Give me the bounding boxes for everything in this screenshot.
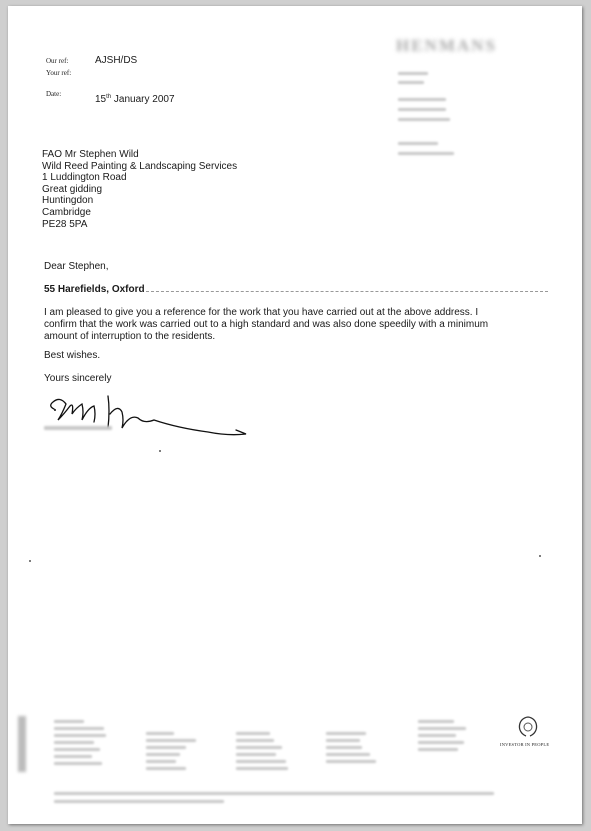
body-paragraph: [44, 307, 488, 343]
address-line: 1 Luddington Road: [42, 172, 127, 184]
subject-rule: [146, 291, 548, 292]
footer-side-mark: [18, 716, 26, 772]
salutation: Dear Stephen,: [44, 261, 109, 272]
recipient-address: [42, 149, 237, 230]
letter-page: [8, 6, 582, 824]
footer-column-2: [146, 732, 206, 774]
footer-column-5: [418, 720, 478, 755]
investor-badge-text: INVESTOR IN PEOPLE: [500, 742, 550, 747]
signatory-name-blurred: [44, 426, 112, 430]
sign-off: Yours sincerely: [44, 373, 112, 384]
subject-line: 55 Harefields, Oxford: [44, 284, 145, 295]
your-ref-label: Your ref:: [46, 69, 72, 77]
address-line: PE28 5PA: [42, 218, 88, 230]
paragraph-line: amount of interruption to the residents.: [44, 331, 216, 342]
paragraph-line: I am pleased to give you a reference for the work that you have carried out at the above address. I: [44, 307, 479, 318]
footer-column-3: [236, 732, 296, 774]
address-line: Huntingdon: [42, 195, 94, 207]
address-line: Cambridge: [42, 206, 91, 218]
letter-date: 15th January 2007: [95, 94, 175, 105]
footer-column-1: [54, 720, 114, 769]
address-line: Great gidding: [42, 183, 103, 195]
investor-in-people-wreath-icon: [513, 714, 543, 740]
address-line: Wild Reed Painting & Landscaping Services: [42, 160, 238, 172]
closing-wishes: Best wishes.: [44, 350, 101, 361]
company-logo: HENMANS: [396, 36, 497, 55]
handwritten-signature: [38, 384, 248, 444]
our-ref-value: AJSH/DS: [95, 55, 138, 66]
our-ref-label: Our ref:: [46, 57, 69, 65]
footer-column-4: [326, 732, 386, 767]
address-line: FAO Mr Stephen Wild: [42, 149, 139, 160]
date-label: Date:: [46, 90, 62, 98]
paragraph-line: confirm that the work was carried out to a high standard and was also done speedily with a minimum: [44, 319, 489, 330]
